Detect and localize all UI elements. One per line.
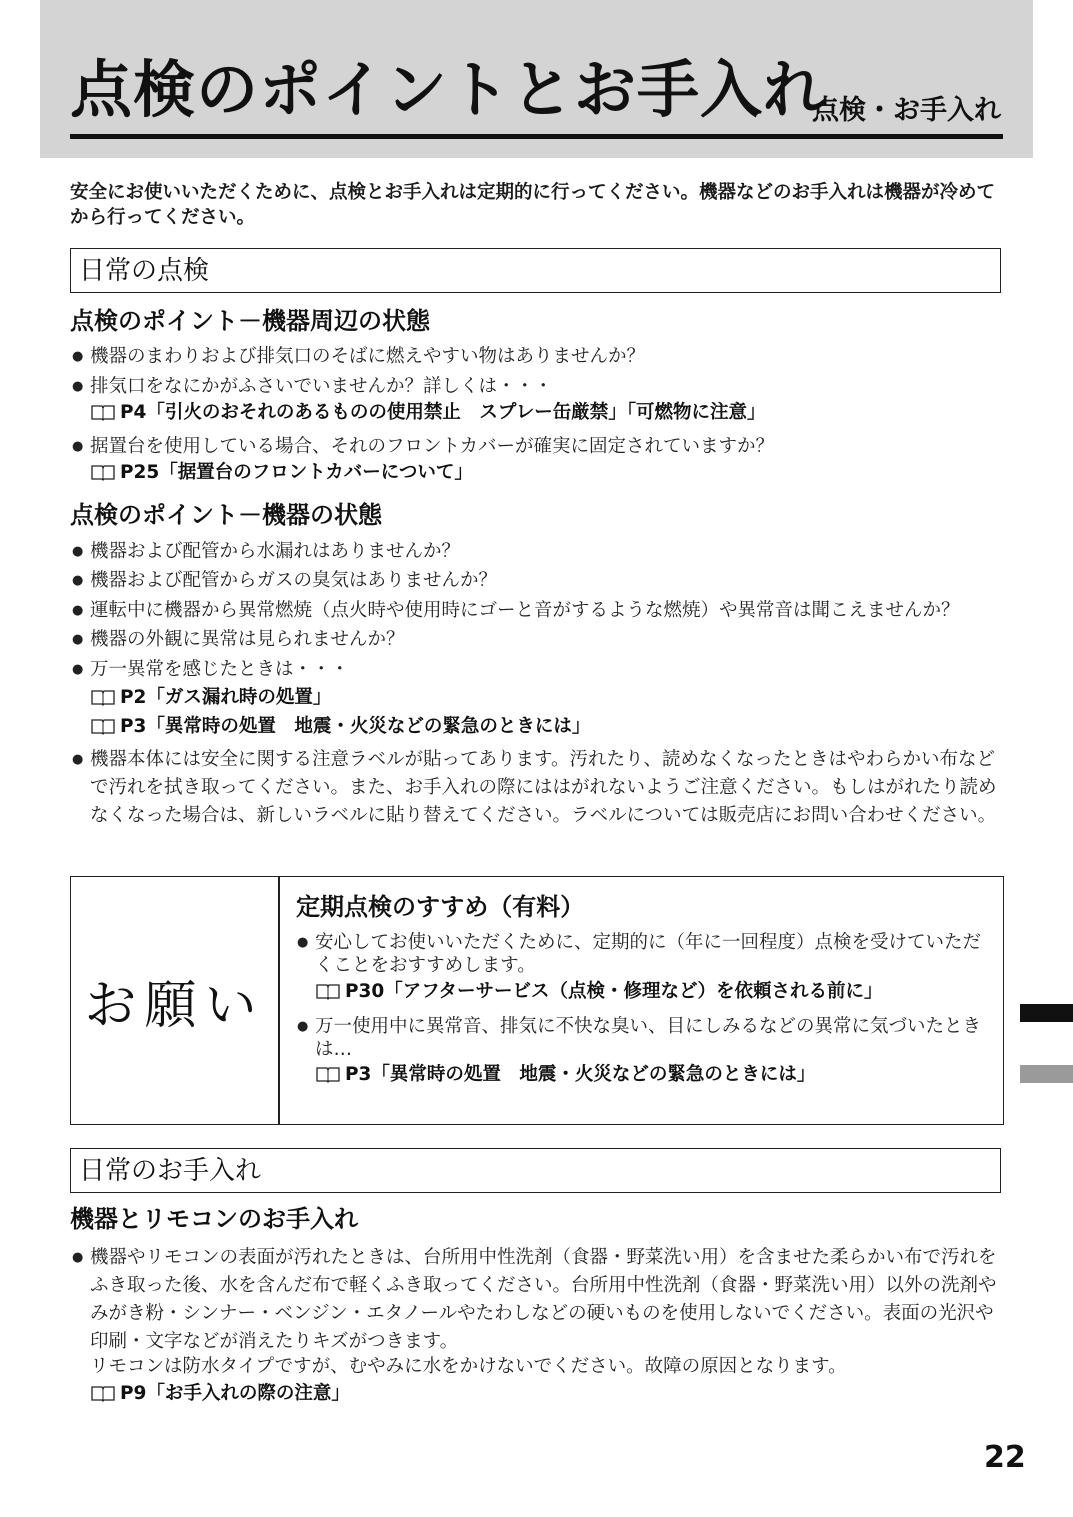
- intro-text: 安全にお使いいただくために、点検とお手入れは定期的に行ってください。機器などのお手入れは機器が冷めてから行ってください。: [70, 182, 996, 228]
- request-label: お願い: [84, 976, 265, 1036]
- section-daily-check: 日常の点検: [70, 248, 1001, 293]
- page-subtitle: 点検・お手入れ: [812, 95, 1001, 126]
- list-item: ● 万一異常を感じたときは・・・: [72, 659, 350, 680]
- list-item: ● 運転中に機器から異常燃焼（点火時や使用時にゴーと音がするような燃焼）や異常音は聞こえませんか？: [72, 600, 960, 621]
- book-icon: [315, 982, 341, 1000]
- book-icon: [315, 1065, 341, 1083]
- list-item: ● 機器および配管から水漏れはありませんか？: [72, 541, 461, 562]
- list-item: ● 機器のまわりおよび排気口のそばに燃えやすい物はありませんか？: [72, 346, 646, 367]
- book-icon: [90, 403, 116, 421]
- request-item: ● 万一使用中に異常音、排気に不快な臭い、目にしみるなどの異常に気づいたときは…: [297, 1016, 982, 1060]
- book-icon: [90, 1384, 116, 1402]
- title-underline: [70, 134, 1003, 139]
- section-daily-care: 日常のお手入れ: [70, 1148, 1001, 1193]
- request-heading: 定期点検のすすめ（有料）: [296, 893, 585, 921]
- list-item: ● 排気口をなにかがふさいでいませんか？詳しくは・・・: [72, 376, 553, 397]
- request-divider: [278, 877, 280, 1124]
- book-icon: [90, 688, 116, 706]
- list-item: ● 機器の外観に異常は見られませんか？: [72, 629, 405, 650]
- request-box: [70, 876, 1004, 1125]
- subheading-care: 機器とリモコンのお手入れ: [70, 1205, 358, 1233]
- reference-link[interactable]: P4「引火のおそれのあるものの使用禁止 スプレー缶厳禁」「可燃物に注意」: [90, 399, 765, 426]
- label-note: ● 機器本体には安全に関する注意ラベルが貼ってあります。汚れたり、読めなくなったときはやわらかい布などで汚れを拭き取ってください。また、お手入れの際にははがれないようご注意ください。もしはがれたり読めなくなった場合は、新しいラベルに貼り替えてください。ラベルについては販売店にお問い合わせください。: [72, 749, 997, 826]
- list-item: ● 機器および配管からガスの臭気はありませんか？: [72, 570, 498, 591]
- care-paragraph: ● 機器やリモコンの表面が汚れたときは、台所用中性洗剤（食器・野菜洗い用）を含ませた柔らかい布で汚れをふき取った後、水を含んだ布で軽くふき取ってください。台所用中性洗剤（食器・野菜洗い用）以外の洗剤やみがき粉・シンナー・ベンジン・エタノールやたわしなどの硬いものを使用しないでください。表面の光沢や印刷・文字などが消えたりキズがつきます。: [72, 1247, 997, 1352]
- remote-note: リモコンは防水タイプですが、むやみに水をかけないでください。故障の原因となります。: [90, 1356, 847, 1377]
- page-number: 22: [984, 1440, 1026, 1475]
- list-item: ● 据置台を使用している場合、それのフロントカバーが確実に固定されていますか？: [72, 436, 774, 457]
- page-title: 点検のポイントとお手入れ: [70, 53, 827, 126]
- book-icon: [90, 463, 116, 481]
- reference-link[interactable]: P3「異常時の処置 地震・火災などの緊急のときには」: [315, 1061, 815, 1088]
- reference-link[interactable]: P2「ガス漏れ時の処置」: [90, 684, 331, 711]
- section-tab-active: [1020, 1004, 1073, 1022]
- reference-link[interactable]: P3「異常時の処置 地震・火災などの緊急のときには」: [90, 713, 590, 740]
- request-item: ● 安心してお使いいただくために、定期的に（年に一回程度）点検を受けていただくことをおすすめします。: [297, 932, 982, 976]
- section-tab: [1020, 1065, 1073, 1083]
- reference-link[interactable]: P25「据置台のフロントカバーについて」: [90, 459, 473, 486]
- reference-link[interactable]: P9「お手入れの際の注意」: [90, 1380, 350, 1407]
- reference-link[interactable]: P30「アフターサービス（点検・修理など）を依頼される前に」: [315, 978, 883, 1005]
- subheading-surroundings: 点検のポイント－機器周辺の状態: [70, 307, 430, 335]
- book-icon: [90, 717, 116, 735]
- subheading-equipment: 点検のポイント－機器の状態: [70, 501, 382, 529]
